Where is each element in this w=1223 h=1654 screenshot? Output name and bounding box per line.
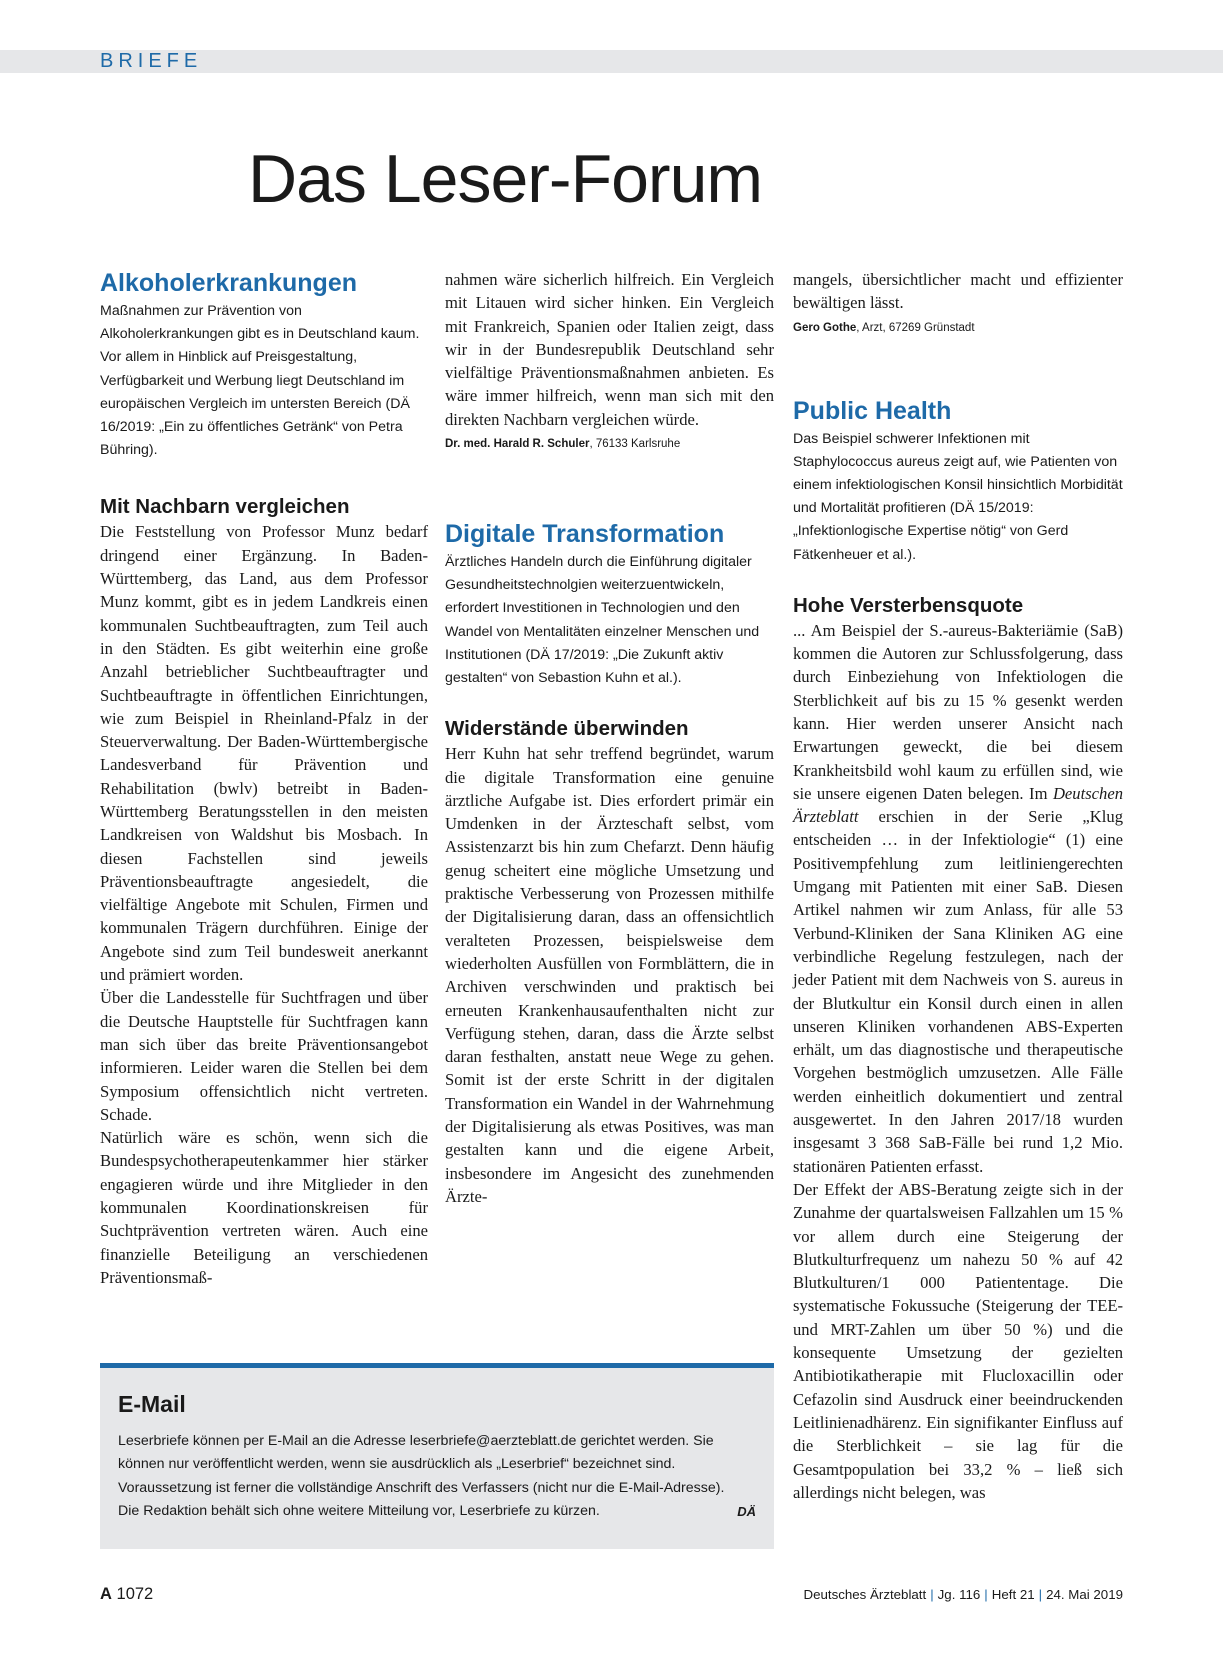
section-label: BRIEFE: [100, 50, 203, 72]
text-run: erschien in der Serie „Klug entscheiden … in der Infektiologie“ (1) eine Positivempfehlung zum leitliniengerechten Umgang mit Patienten mit einer SaB. Diesen Artikel nahmen wir zum Anlass, für alle 53 Verbund-Kliniken der Sana Kliniken AG eine verbindliche Regelung festzulegen, nach der jeder Patient mit dem Nachweis von S. aureus in der Blutkultur ein Konsil durch einen in allen unseren Kliniken vorhandenen ABS-Experten erhält, um das diagnostische und therapeutische Vorgehen bestmöglich umzusetzen. Alle Fälle werden einheitlich dokumentiert und zentral ausgewertet. In den Jahren 2017/18 wurden insgesamt 3 368 SaB-Fälle bei rund 1,2 Mio. stationären Patienten erfasst.: [793, 807, 1123, 1176]
page-title: Das Leser-Forum: [248, 141, 763, 217]
rubric-digitale-transformation: Digitale Transformation: [445, 520, 725, 549]
letter-body: [793, 619, 1123, 1504]
paragraph: mangels, übersichtlicher macht und effizienter bewältigen lässt.: [793, 270, 1123, 313]
text-run: ... Am Beispiel der S.-aureus-Bakteriämie (SaB) kommen die Autoren zur Schlussfolgerung, dass durch Einbeziehung von Infektiologen die Sterblichkeit auf bis zu 15 % gesenkt werden kann. Hier werden unserer Ansicht nach Erwartungen geweckt, die bei diesem Krankheitsbild wohl kaum zu erfüllen sind, wie sie unsere eigenen Daten belegen. Im: [793, 620, 1123, 803]
email-box-text: Leserbriefe können per E-Mail an die Adresse leserbriefe@aerzteblatt.de gerichtet werden. Sie können nur veröffentlicht werden, wenn sie ausdrücklich als „Leserbrief“ bezeichnet sind. Voraussetzung ist ferner die vollständige Anschrift des Verfassers (nicht nur die E-Mail-Adresse). Die Redaktion behält sich ohne weitere Mitteilung vor, Leserbriefe zu kürzen.: [118, 1433, 725, 1519]
separator: |: [984, 1587, 988, 1602]
paragraph: Natürlich wäre es schön, wenn sich die Bundespsychotherapeutenkammer hier stärker engagieren würde und ihre Mitglieder in den kommunalen Koordinationskreisen für Suchtprävention vertreten wären. Auch eine finanzielle Beteiligung an verschiedenen Präventionsmaß-: [100, 1128, 428, 1287]
letter-body: [100, 520, 428, 1289]
author-name: Dr. med. Harald R. Schuler: [445, 438, 590, 451]
journal-date: 24. Mai 2019: [1046, 1587, 1123, 1602]
column-1: [100, 268, 428, 1289]
page-prefix: A: [100, 1585, 112, 1603]
letter-heading: Hohe Versterbensquote: [793, 593, 1024, 617]
lead-text: Das Beispiel schwerer Infektionen mit Staphylococcus aureus zeigt auf, wie Patienten von einem infektiologischen Konsil hinsichtlich Morbidität und Mortalität profitieren (DÄ 15/2019: „Infektionlogische Expertise nötig“ von Gerd Fätkenheuer et al.).: [793, 430, 1123, 563]
column-3: [793, 268, 1123, 1504]
letter-heading: Widerstände überwinden: [445, 717, 689, 741]
rubric-public-health: Public Health: [793, 396, 952, 425]
letter-heading: Mit Nachbarn vergleichen: [100, 495, 350, 519]
paragraph: Herr Kuhn hat sehr treffend begründet, warum die digitale Transformation eine genuine ärztliche Aufgabe ist. Dies erfordert primär ein Umdenken in der Ärzteschaft selbst, vom Assistenzarzt bis hin zum Chefarzt. Denn häufig genug scheitert eine mögliche Umsetzung und praktische Verbesserung von Prozessen mithilfe der Digitalisierung daran, dass an offensichtlich veralteten Prozessen, beispielsweise dem wiederholten Ausfüllen von Formblättern, die in Archiven verschwinden und praktisch bei erneuten Krankenhausaufenthalten nicht zur Verfügung stehen, daran, dass die Ärzte selbst daran festhalten, anstatt neue Wege zu gehen. Somit ist der erste Schritt in der digitalen Transformation ein Wandel in der Wahrnehmung der Digitalisierung als etwas Positives, was man gestalten kann und die eigene Arbeit, insbesondere im Angesicht des zunehmenden Ärzte-: [445, 744, 774, 1206]
author-place: , 76133 Karlsruhe: [589, 438, 681, 451]
lead-text: Maßnahmen zur Prävention von Alkoholerkrankungen gibt es in Deutschland kaum. Vor allem in Hinblick auf Preisgestaltung, Verfügbarkeit und Werbung liegt Deutschland im europäischen Vergleich im untersten Bereich (DÄ 16/2019: „Ein zu öffentliches Getränk“ von Petra Bühring).: [100, 303, 420, 459]
separator: |: [1038, 1587, 1043, 1602]
letter-body-continued: [445, 268, 774, 431]
column-2: [445, 268, 774, 1208]
journal-name: Deutsches Ärzteblatt: [803, 1587, 927, 1602]
page-number-value: 1072: [116, 1585, 154, 1603]
paragraph: Der Effekt der ABS-Beratung zeigte sich in der Zunahme der quartalsweisen Fallzahlen um 15 % vor allem durch eine Steigerung der Blutkulturfrequenz um nahezu 50 % auf 42 Blutkulturen/1 000 Patiententage. Die systematische Fokussuche (Steigerung der TEE- und MRT-Zahlen um über 50 %) und die konsequente Umsetzung der gezielten Antibiotikatherapie mit Flucloxacillin oder Cefazolin sind Ausdruck einer beeindruckenden Leitlinienadhärenz. Ein signifikanter Einfluss auf die Sterblichkeit – sie lag für die Gesamtpopulation bei 33,2 % – ließ sich allerdings nicht belegen, was: [793, 1179, 1123, 1502]
journal-info: [804, 1587, 1124, 1602]
paragraph: Die Feststellung von Professor Munz bedarf dringend einer Ergänzung. In Baden-Württemberg, das Land, aus dem Professor Munz kommt, gibt es in jedem Landkreis einen kommunalen Suchtbeauftragten, zum Teil auch in den Städten. Es gibt weiterhin eine große Anzahl betrieblicher Suchtbeauftragter und Suchtbeauftragte in öffentlichen Einrichtungen, wie zum Beispiel in Rheinland-Pfalz in der Steuerverwaltung. Der Baden-Württembergische Landesverband für Prävention und Rehabilitation (bwlv) betreibt in Baden-Württemberg Beratungsstellen in den meisten Landkreisen von Waldshut bis Mosbach. In diesen Fachstellen sind jeweils Präventionsbeauftragte angesiedelt, die vielfältige Angebote mit Schulen, Firmen und kommunalen Trägern durchführen. Einige der Angebote sind zum Teil bundesweit anerkannt und prämiert worden.: [100, 522, 428, 985]
paragraph: nahmen wäre sicherlich hilfreich. Ein Vergleich mit Litauen wird sicher hinken. Ein Vergleich mit Frankreich, Spanien oder Italien zeigt, dass wir in der Bundesrepublik Deutschland sehr vielfältige Präventionsmaßnahmen anbieten. Es wäre immer hilfreich, wenn man sich mit den direkten Nachbarn vergleichen würde.: [445, 270, 774, 429]
author-signature: [793, 320, 1123, 336]
email-box-text-wrap: [118, 1430, 756, 1523]
email-info-box: [100, 1363, 774, 1549]
journal-volume: Jg. 116: [937, 1587, 981, 1602]
paragraph: Über die Landesstelle für Suchtfragen und über die Deutsche Hauptstelle für Suchtfragen kann man sich über das breite Präventionsangebot informieren. Leider waren die Stellen bei dem Symposium offensichtlich nicht vertreten. Schade.: [100, 988, 428, 1124]
letter-body: [445, 742, 774, 1208]
separator: |: [930, 1587, 934, 1602]
letter-body-continued: [793, 268, 1123, 315]
editorial-sigla: DÄ: [737, 1503, 756, 1519]
author-place: , Arzt, 67269 Grünstadt: [856, 321, 975, 334]
journal-issue: Heft 21: [991, 1587, 1035, 1602]
paragraph: [793, 619, 1123, 1178]
lead-text: Ärztliches Handeln durch die Einführung digitaler Gesundheitstechnolgien weiterzuentwickeln, erfordert Investitionen in Technologien und den Wandel von Mentalitäten einzelner Menschen und Institutionen (DÄ 17/2019: „Die Zukunft aktiv gestalten“ von Sebastion Kuhn et al.).: [445, 554, 760, 687]
author-name: Gero Gothe: [793, 321, 857, 334]
journal-name: Deutschen Ärzteblatt: [793, 783, 1123, 827]
author-signature: [445, 436, 774, 452]
rubric-alkoholerkrankungen: Alkoholerkrankungen: [100, 269, 357, 297]
page-number: [100, 1585, 153, 1604]
email-box-title: E-Mail: [118, 1391, 186, 1417]
